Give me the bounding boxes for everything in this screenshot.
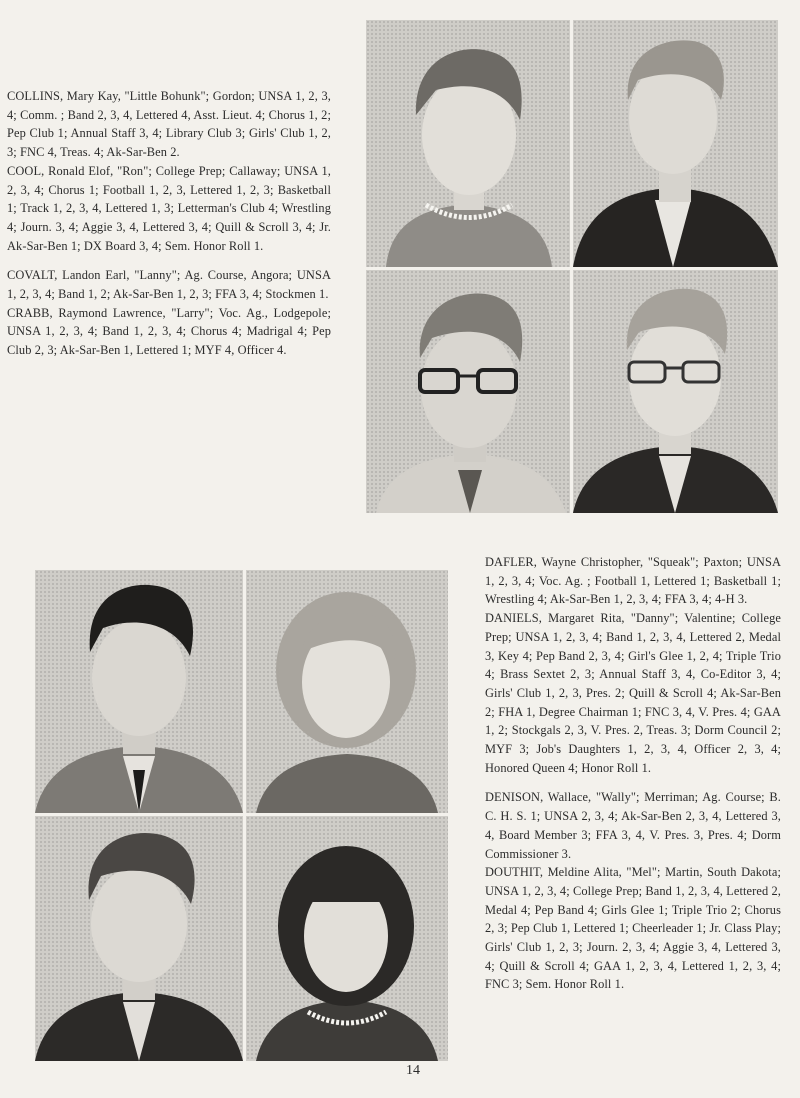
bio-entry-covalt: COVALT, Landon Earl, "Lanny"; Ag. Course, Angora; UNSA 1, 2, 3, 4; Band 1, 2; Ak-Sar-Ben 1, 2, 3; FFA 3, 4; Stockmen 1. bbox=[7, 268, 331, 302]
portrait-photo-crabb bbox=[573, 270, 778, 513]
bio-entry-douthit: DOUTHIT, Meldine Alita, "Mel"; Martin, South Dakota; UNSA 1, 2, 3, 4; College Prep; Band 1, 2, 3, 4, Lettered 2, Medal 4; Pep Band 4; Girls Glee 1; Triple Trio 2; Chorus 2, 3; Pep Club 1, Lettered 1; Cheerleader 1; Jr. Class Play; Girls' Club 1, 2, 3; Journ. 2, 3, 4; Aggie 3, 4, Lettered 3, 4; Quill & Scroll 4; GAA 1, 2, 3, 4, Lettered 1, 2, 3, 4; FNC 3; Sem. Honor Roll 1. bbox=[485, 865, 781, 992]
bio-block-top bbox=[7, 87, 331, 360]
bio-block-bottom bbox=[485, 553, 781, 994]
bio-entry-collins: COLLINS, Mary Kay, "Little Bohunk"; Gordon; UNSA 1, 2, 3, 4; Comm. ; Band 2, 3, 4, Lettered 4, Asst. Lieut. 4; Chorus 1, 2; Pep Club 1; Annual Staff 3, 4; Library Club 3; Girls' Club 1, 2, 3; FNC 4, Treas. 4; Ak-Sar-Ben 2. bbox=[7, 89, 331, 160]
portrait-photo-denison bbox=[35, 816, 243, 1061]
portrait-photo-collins bbox=[366, 20, 570, 267]
bio-entry-dafler: DAFLER, Wayne Christopher, "Squeak"; Paxton; UNSA 1, 2, 3, 4; Voc. Ag. ; Football 1, Lettered 1; Basketball 1; Wrestling 4; Ak-Sar-Ben 1, 2, 3, 4; FFA 3, 4; 4-H 3. bbox=[485, 555, 781, 607]
portrait-photo-dafler bbox=[35, 570, 243, 813]
bio-entry-crabb: CRABB, Raymond Lawrence, "Larry"; Voc. Ag., Lodgepole; UNSA 1, 2, 3, 4; Band 1, 2, 3, 4; Chorus 4; Madrigal 4; Pep Club 2, 3; Ak-Sar-Ben 1, Lettered 1; MYF 4, Officer 4. bbox=[7, 305, 331, 358]
bio-entry-denison: DENISON, Wallace, "Wally"; Merriman; Ag. Course; B. C. H. S. 1; UNSA 2, 3, 4; Ak-Sar-Ben 2, 3, 4, Lettered 3, 4, Board Member 3; FFA 3, 4, V. Pres. 3, Pres. 4; Dorm Commissioner 3. bbox=[485, 790, 781, 861]
portrait-photo-covalt bbox=[366, 270, 570, 513]
portrait-photo-daniels bbox=[246, 570, 448, 813]
bio-entry-cool: COOL, Ronald Elof, "Ron"; College Prep; Callaway; UNSA 1, 2, 3, 4; Chorus 1; Football 1, 2, 3, Lettered 1, 2, 3; Basketball 1; Track 1, 2, 3, 4, Lettered 1, 3; Letterman's Club 4; Wrestling 4; Journ. 3, 4; Aggie 3, 4, Lettered 3, 4; Quill & Scroll 3, 4; Jr. Ak-Sar-Ben 1; DX Board 3, 4; Sem. Honor Roll 1. bbox=[7, 163, 331, 253]
bio-entry-daniels: DANIELS, Margaret Rita, "Danny"; Valentine; College Prep; UNSA 1, 2, 3, 4; Band 1, 2, 3, 4, Lettered 2, Medal 3, Key 4; Pep Band 2, 3, 4; Girl's Glee 1, 2, 4; Triple Trio 4; Brass Sextet 2, 3; Annual Staff 3, 4, Co-Editor 3, 4; Girls' Club 1, 2, 3, Pres. 2; Quill & Scroll 4; Ak-Sar-Ben 2; FHA 1, Degree Chairman 1; FNC 3, 4, V. Pres. 4; GAA 1, 2; Stockgals 2, 3, V. Pres. 2, Treas. 3; Dorm Council 2; MYF 3; Job's Daughters 1, 2, 3, 4, Officer 2, 3, 4; Honored Queen 4; Honor Roll 1. bbox=[485, 611, 781, 775]
portrait-photo-douthit bbox=[246, 816, 448, 1061]
portrait-photo-cool bbox=[573, 20, 778, 267]
page-number: 14 bbox=[406, 1063, 420, 1078]
